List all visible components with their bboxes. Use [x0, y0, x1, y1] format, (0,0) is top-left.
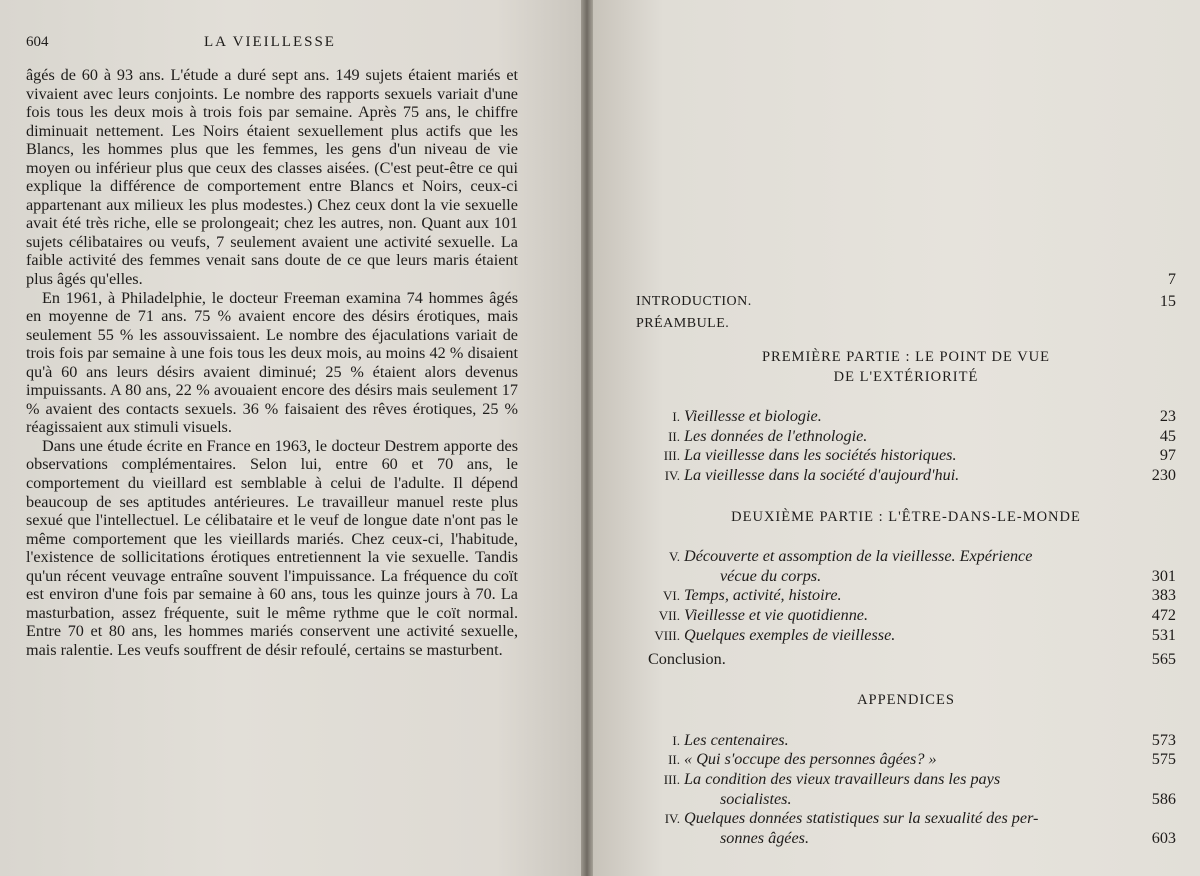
toc-row: [636, 407, 1176, 427]
chapter-number: VII.: [658, 607, 680, 623]
toc-row: [636, 466, 1176, 486]
toc-row-introduction: [636, 290, 1176, 312]
toc-entry-title: Vieillesse et biologie.: [684, 407, 822, 426]
toc-entry-title: Quelques données statistiques sur la sexualité des per-: [684, 809, 1039, 828]
page-ref: 575: [1151, 750, 1176, 769]
toc-row: [636, 427, 1176, 447]
page-ref: 97: [1159, 446, 1176, 465]
toc-entry-title-cont: vécue du corps.: [720, 566, 822, 585]
part-heading: DEUXIÈME PARTIE : L'ÊTRE-DANS-LE-MONDE: [731, 508, 1081, 525]
toc-entry-title: Les données de l'ethnologie.: [684, 426, 868, 445]
toc-entry-title: La vieillesse dans la société d'aujourd'hui.: [684, 465, 960, 484]
toc-entry-title: PRÉAMBULE.: [636, 316, 730, 332]
chapter-number: V.: [669, 549, 680, 565]
toc-entry-title: « Qui s'occupe des personnes âgées? »: [684, 750, 937, 769]
toc-entry-title: Conclusion.: [648, 649, 726, 668]
chapter-number: IV.: [664, 467, 680, 483]
toc-row-preambule: [636, 312, 1176, 334]
page-ref: 472: [1151, 605, 1176, 624]
chapter-number: II.: [668, 428, 680, 444]
toc-row: [636, 586, 1176, 606]
page-ref: 383: [1151, 586, 1176, 605]
toc-row: [636, 547, 1176, 586]
body-text: [26, 66, 518, 660]
toc-entry-title: Les centenaires.: [684, 730, 789, 749]
page-ref: 15: [1159, 292, 1176, 311]
toc-row: [636, 270, 1176, 290]
part-heading: DE L'EXTÉRIORITÉ: [833, 368, 979, 385]
paragraph: En 1961, à Philadelphie, le docteur Freeman examina 74 hommes âgés en moyenne de 71 ans. 75 % avaient encore des désirs érotiques, mais seulement 55 % les assouvissaient. Le nombre des éjaculations variait de trois fois par semaine à une fois tous les deux mois, au moins 42 % disaient qu'à 60 ans leurs désirs avaient diminué; 25 % étaient alors devenus impuissants. A 80 ans, 22 % avouaient encore des désirs mais seulement 17 % avaient des contacts sexuels. 36 % faisaient des rêves érotiques, 25 % réagissaient aux stimuli visuels.: [26, 288, 518, 437]
page-ref: 573: [1151, 730, 1176, 749]
appendix-number: II.: [668, 752, 680, 768]
toc-entry-title: INTRODUCTION.: [636, 294, 752, 310]
page-ref: 230: [1151, 465, 1176, 484]
toc-entry-title: La vieillesse dans les sociétés historiques.: [684, 446, 957, 465]
toc-entry-title: La condition des vieux travailleurs dans les pays: [684, 769, 1001, 788]
paragraph: âgés de 60 à 93 ans. L'étude a duré sept ans. 149 sujets étaient mariés et vivaient avec leurs conjoints. Le nombre des rapports sexuels variait d'une fois tous les deux mois à trois fois par semaine. Après 75 ans, le chiffre diminuait nettement. Les Noirs étaient sexuellement plus actifs que les Blancs, les hommes plus que les femmes, les gens d'un niveau de vie moyen ou inférieur plus que ceux des classes aisées. (C'est peut-être ce qui explique la différence de comportement entre Blancs et Noirs, ceux-ci appartenant aux milieux les plus modestes.) Chez ceux dont la vie sexuelle avait été très riche, elle se prolongeait; chez les autres, non. Quant aux 101 sujets célibataires ou veufs, 7 seulement avaient une activité sexuelle. La faible activité des femmes venait sans doute de ce que leurs maris étaient plus âgés qu'elles.: [26, 66, 518, 289]
page-number: 604: [26, 34, 49, 50]
toc-entry-title: Découverte et assomption de la vieillesse. Expérience: [684, 547, 1033, 566]
toc-row: [636, 731, 1176, 751]
page-ref: 7: [1167, 270, 1176, 289]
toc-entry-title: Vieillesse et vie quotidienne.: [684, 605, 869, 624]
appendix-number: IV.: [664, 811, 680, 827]
toc-row: [636, 606, 1176, 626]
part-heading: PREMIÈRE PARTIE : LE POINT DE VUE: [761, 349, 1051, 365]
toc-row: [636, 809, 1176, 848]
page-ref: 23: [1159, 407, 1176, 426]
toc-entry-title: Quelques exemples de vieillesse.: [684, 625, 896, 644]
page-ref: 45: [1159, 426, 1176, 445]
chapter-number: VI.: [663, 588, 680, 604]
page-ref: 301: [1151, 566, 1176, 585]
toc-row: [636, 626, 1176, 646]
toc-entry-title-cont: socialistes.: [720, 789, 792, 808]
running-title: LA VIEILLESSE: [204, 34, 336, 50]
chapter-number: VIII.: [654, 627, 680, 643]
page-ref: 603: [1151, 828, 1176, 847]
appendices-heading: APPENDICES: [857, 692, 955, 709]
book-gutter: [581, 0, 593, 876]
appendix-number: I.: [672, 732, 680, 748]
toc-row: [636, 750, 1176, 770]
toc-row-conclusion: [636, 645, 1176, 669]
chapter-number: I.: [672, 409, 680, 425]
page-ref: 586: [1151, 789, 1176, 808]
toc-row: [636, 770, 1176, 809]
page-ref: 531: [1151, 625, 1176, 644]
paragraph: Dans une étude écrite en France en 1963, le docteur Destrem apporte des observations complémentaires. Selon lui, entre 60 et 70 ans, le comportement du vieillard est semblable à celui de l'adulte. Il dépend beaucoup de ses aptitudes antérieures. Le travailleur manuel reste plus sexué que l'intellectuel. Le célibataire et le veuf de longue date n'ont pas le même comportement que les vieillards mariés. Chez ceux-ci, l'habitude, l'existence de sollicitations érotiques entretiennent la vie sexuelle. Tandis qu'un récent veuvage entraîne souvent l'impuissance. La fréquence du coït est environ d'une fois par semaine à 60 ans, tous les quinze jours à 70. La masturbation, assez fréquente, suit le même rythme que le coït normal. Entre 70 et 80 ans, les hommes mariés conservent une activité sexuelle, mais ralentie. Les veufs souffrent de désir refoulé, certains se masturbent.: [26, 436, 518, 659]
table-of-contents: [636, 270, 1176, 848]
toc-entry-title-cont: sonnes âgées.: [720, 828, 810, 847]
page-ref: 565: [1151, 649, 1176, 668]
appendix-number: III.: [663, 771, 680, 787]
chapter-number: III.: [663, 448, 680, 464]
toc-entry-title: Temps, activité, histoire.: [684, 586, 842, 605]
toc-row: [636, 446, 1176, 466]
